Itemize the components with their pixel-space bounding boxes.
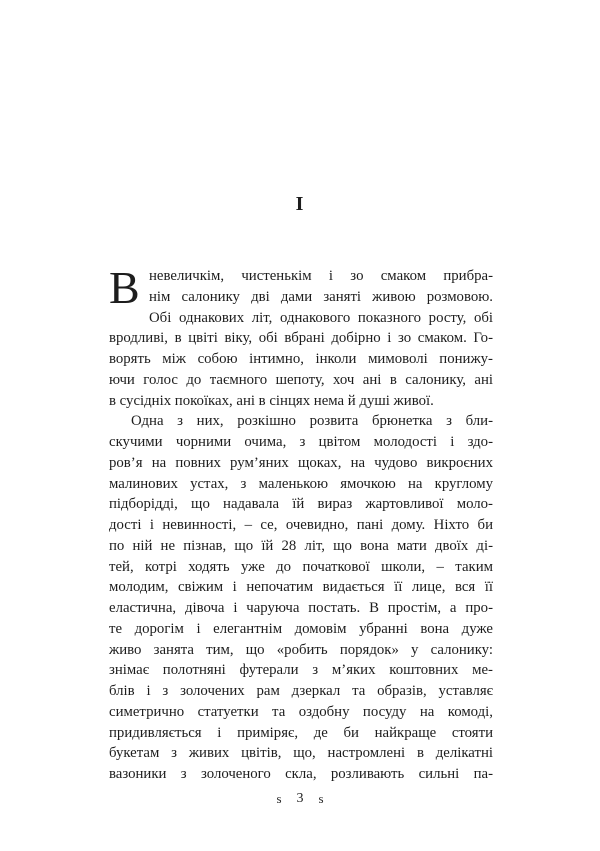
text-line: дості і невинності, – се, очевидно, пані дому. Ніхто би (109, 517, 493, 533)
paragraph (109, 411, 493, 785)
text-line: невеличкім, чистенькім і зо смаком прибра- (149, 268, 493, 284)
text-line: симетрично статуетки та оздобну посуду на комоді, (109, 703, 493, 720)
text-line: по ній не пізнав, що їй 28 літ, що вона мати двоїх ді- (109, 537, 493, 554)
footer-ornament-left: ѕ (276, 791, 282, 806)
text-line: блів і з золочених рам дзеркал та образів, уставляє (109, 683, 493, 699)
text-line: вродливі, в цвіті віку, обі вбрані добірно і зо смаком. Го- (109, 330, 493, 347)
text-line: в сусідніх покоїках, ані в сінцях нема й душі живої. (109, 392, 434, 409)
chapter-heading: І (295, 193, 305, 215)
text-line: живо занята тим, що «робить порядок» у салонику: (109, 641, 493, 658)
text-line: ючи голос до таємного шепоту, хоч ані в салонику, ані (109, 371, 493, 388)
text-line: малинових устах, з маленькою ямочкою на круглому (109, 475, 493, 492)
text-block (109, 262, 493, 785)
text-line: придивляється і приміряє, де би найкраще стояти (109, 724, 493, 741)
drop-cap: В (109, 262, 140, 313)
paragraph (109, 262, 493, 411)
text-line: знімає полотняні футерали з м’яких коштовних ме- (109, 662, 493, 679)
text-line: ров’я на повних рум’яних щоках, на чудово викроєних (109, 454, 493, 471)
text-line: скучими чорними очима, з цвітом молодості і здо- (109, 434, 493, 450)
text-line: підборідді, що надавала їй вираз жартовливої моло- (109, 496, 493, 513)
text-line: тей, котрі ходять уже до початкової школи, – таким (109, 558, 493, 575)
page-number: 3 (296, 791, 304, 806)
text-line: вазоники з золоченого скла, розливають сильні па- (109, 766, 493, 782)
text-line: Одна з них, розкішно розвита брюнетка з бли- (131, 413, 493, 430)
text-line: еластична, дівоча і чаруюча постать. В простім, а про- (109, 600, 493, 616)
text-line: нім салонику дві дами заняті живою розмовою. (149, 288, 493, 305)
page-footer (0, 791, 600, 807)
footer-ornament-right: ѕ (318, 791, 324, 806)
text-line: молодим, свіжим і непочатим видається її лице, вся її (109, 579, 493, 596)
text-line: Обі однакових літ, однакового показного росту, обі (149, 309, 493, 326)
text-line: букетам з живих цвітів, що, настромлені в делікатні (109, 745, 493, 762)
text-line: те дорогім і елегантнім домовім убранні вона дуже (109, 620, 493, 637)
text-line: ворять між собою інтимно, інколи мимоволі понижу- (109, 351, 493, 367)
